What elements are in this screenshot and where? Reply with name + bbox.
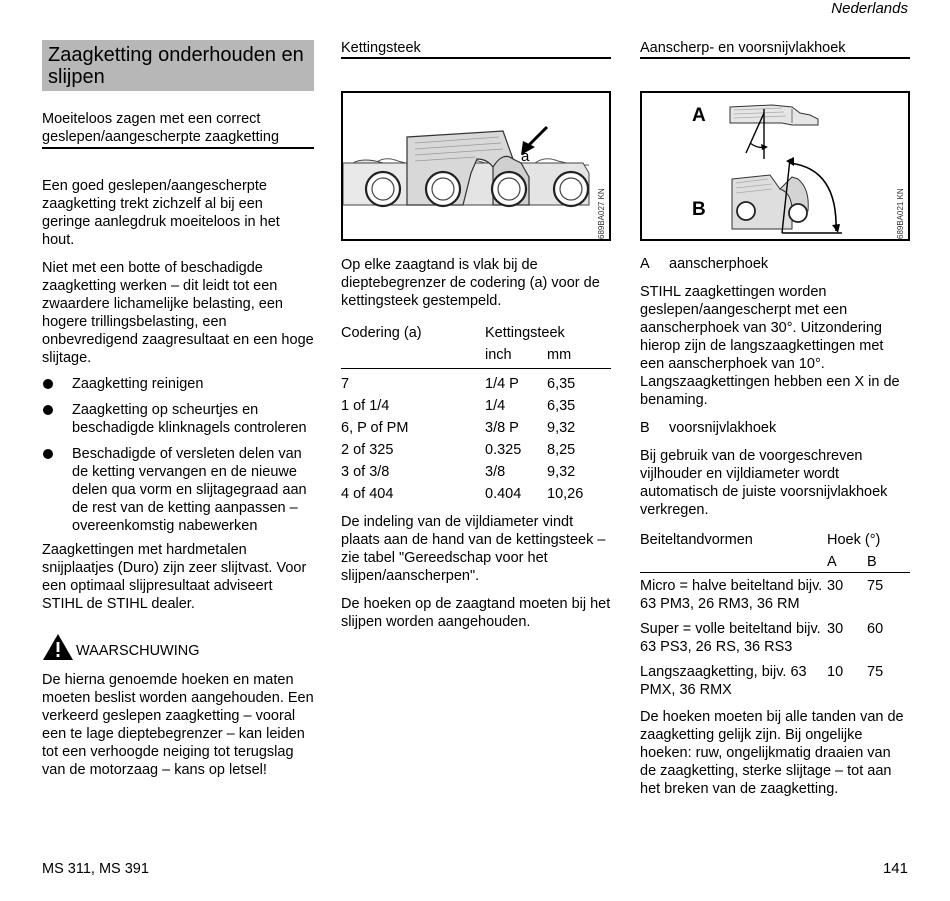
angles-figure: [640, 91, 910, 241]
bullet-icon: [43, 449, 53, 459]
paragraph-codering: Op elke zaagtand is vlak bij de dieptebegrenzer de codering (a) voor de kettingsteek gestempeld.: [341, 257, 600, 309]
table-row: Micro = halve beiteltand bijv. 63 PM3, 26 RM3, 36 RM 30 75: [640, 578, 884, 612]
table-row: 6, P of PM 3/8 P 9,32: [341, 419, 576, 436]
heading-kettingsteek: Kettingsteek: [341, 40, 611, 59]
table-header-kettingsteek: Kettingsteek: [485, 325, 565, 341]
cutter-angle-illustration: [642, 93, 908, 239]
paragraph-vijldiameter: De indeling van de vijldiameter vindt plaats aan de hand van de kettingsteek – zie tabel "Gereedschap voor het slijpen/aanscherpen".: [341, 513, 606, 584]
paragraph-voorsnijvlakhoek: Bij gebruik van de voorgeschreven vijlhouder en vijldiameter wordt automatisch de juiste voorsnijvlakhoek verkregen.: [640, 448, 888, 518]
table-row: Langszaagketting, bijv. 63 PMX, 36 RMX 10 75: [640, 664, 884, 698]
figure-label-a: a: [521, 148, 530, 165]
paragraph-intro: Een goed geslepen/aangescherpte zaagketting trekt zichzelf al bij een geringe aanlegdruk moeiteloos in het hout.: [42, 178, 280, 248]
page-number: 141: [882, 860, 908, 877]
table-row: 1 of 1/4 1/4 6,35: [341, 397, 576, 414]
paragraph-blunt-chain: Niet met een botte of beschadigde zaagketting werken – dit leidt tot een zwaardere lichamelijke belasting, een hogere trillingsbelasting, een onbevredigend zaagresultaat en een hoge slijtage.: [42, 260, 314, 366]
table-row: 2 of 325 0.325 8,25: [341, 441, 576, 458]
warning-label: WAARSCHUWING: [76, 643, 200, 659]
table-row: Super = volle beiteltand bijv. 63 PS3, 26 RS, 36 RS3 30 60: [640, 621, 884, 655]
paragraph-hoeken: De hoeken op de zaagtand moeten bij het slijpen worden aangehouden.: [341, 595, 611, 630]
table-header-codering: Codering (a): [341, 325, 422, 341]
table-sub-header-row: A B: [640, 553, 910, 573]
figure-label-a: A: [692, 105, 706, 126]
chain-pitch-figure: [341, 91, 611, 241]
language-label: Nederlands: [831, 0, 908, 17]
maintenance-list: [42, 375, 314, 535]
bullet-icon: [43, 405, 53, 415]
paragraph-aanscherphoek: STIHL zaagkettingen worden geslepen/aangescherpt met een aanscherphoek van 30°. Uitzondering hierop zijn de langszaagkettingen met een aanscherphoek van 10°. Langszaagkettingen hebben een X in de benaming.: [640, 284, 900, 408]
figure-label-b: B: [692, 199, 706, 220]
warning-triangle-icon: [42, 633, 74, 661]
heading-angles: Aanscherp- en voorsnijvlakhoek: [640, 40, 910, 59]
warning-text: De hierna genoemde hoeken en maten moeten beslist worden aangehouden. Een verkeerd geslepen zaagketting – vooral een te lage dieptebegrenzer – kan leiden tot een verhoogde neiging tot terugslag van de motorzaag – kans op letsel!: [42, 672, 314, 778]
angle-table: [640, 531, 910, 702]
table-row: 4 of 404 0.404 10,26: [341, 485, 584, 502]
footer-models: MS 311, MS 391: [42, 861, 149, 877]
chain-illustration: [343, 93, 609, 239]
table-unit-row: [341, 346, 611, 369]
subheading: Moeiteloos zagen met een correct geslepen/aangescherpte zaagketting: [42, 110, 314, 149]
table-header-row: Beiteltandvormen Hoek (°): [640, 532, 881, 548]
list-item: Zaagketting reinigen: [42, 375, 314, 393]
key-b: B voorsnijvlakhoek: [640, 420, 777, 436]
warning-heading: [42, 633, 314, 661]
figure-code: 689BA027 KN: [597, 188, 606, 239]
figure-code: 689BA021 KN: [896, 188, 905, 239]
pitch-table: [341, 324, 611, 507]
table-row: 7 1/4 P 6,35: [341, 375, 576, 392]
unit-mm: mm: [547, 346, 611, 369]
column-left: [42, 40, 314, 779]
column-right: [640, 40, 910, 798]
key-a: A aanscherphoek: [640, 256, 769, 272]
paragraph-duro: Zaagkettingen met hardmetalen snijplaatjes (Duro) zijn zeer slijtvast. Voor een optimaal slijpresultaat adviseert STIHL de STIHL dealer.: [42, 542, 307, 612]
table-header-row: [341, 324, 611, 346]
warning-emphasis: kans op letsel!: [174, 762, 267, 778]
list-item: Beschadigde of versleten delen van de ketting vervangen en de nieuwe delen qua vorm en slijtagegraad aan de rest van de ketting aanpassen – overeenkomstig nabewerken: [42, 445, 314, 535]
list-item: Zaagketting op scheurtjes en beschadigde klinknagels controleren: [42, 401, 314, 437]
column-middle: [341, 40, 611, 631]
section-title: Zaagketting onderhouden en slijpen: [42, 40, 314, 91]
bullet-icon: [43, 379, 53, 389]
unit-inch: inch: [485, 346, 547, 369]
paragraph-gelijke-hoeken: De hoeken moeten bij alle tanden van de zaagketting gelijk zijn. Bij ongelijke hoeken: ruw, ongelijkmatig draaien van de zaagketting, sterke slijtage – tot aan het breken van de zaagketting.: [640, 709, 904, 797]
table-row: 3 of 3/8 3/8 9,32: [341, 463, 576, 480]
